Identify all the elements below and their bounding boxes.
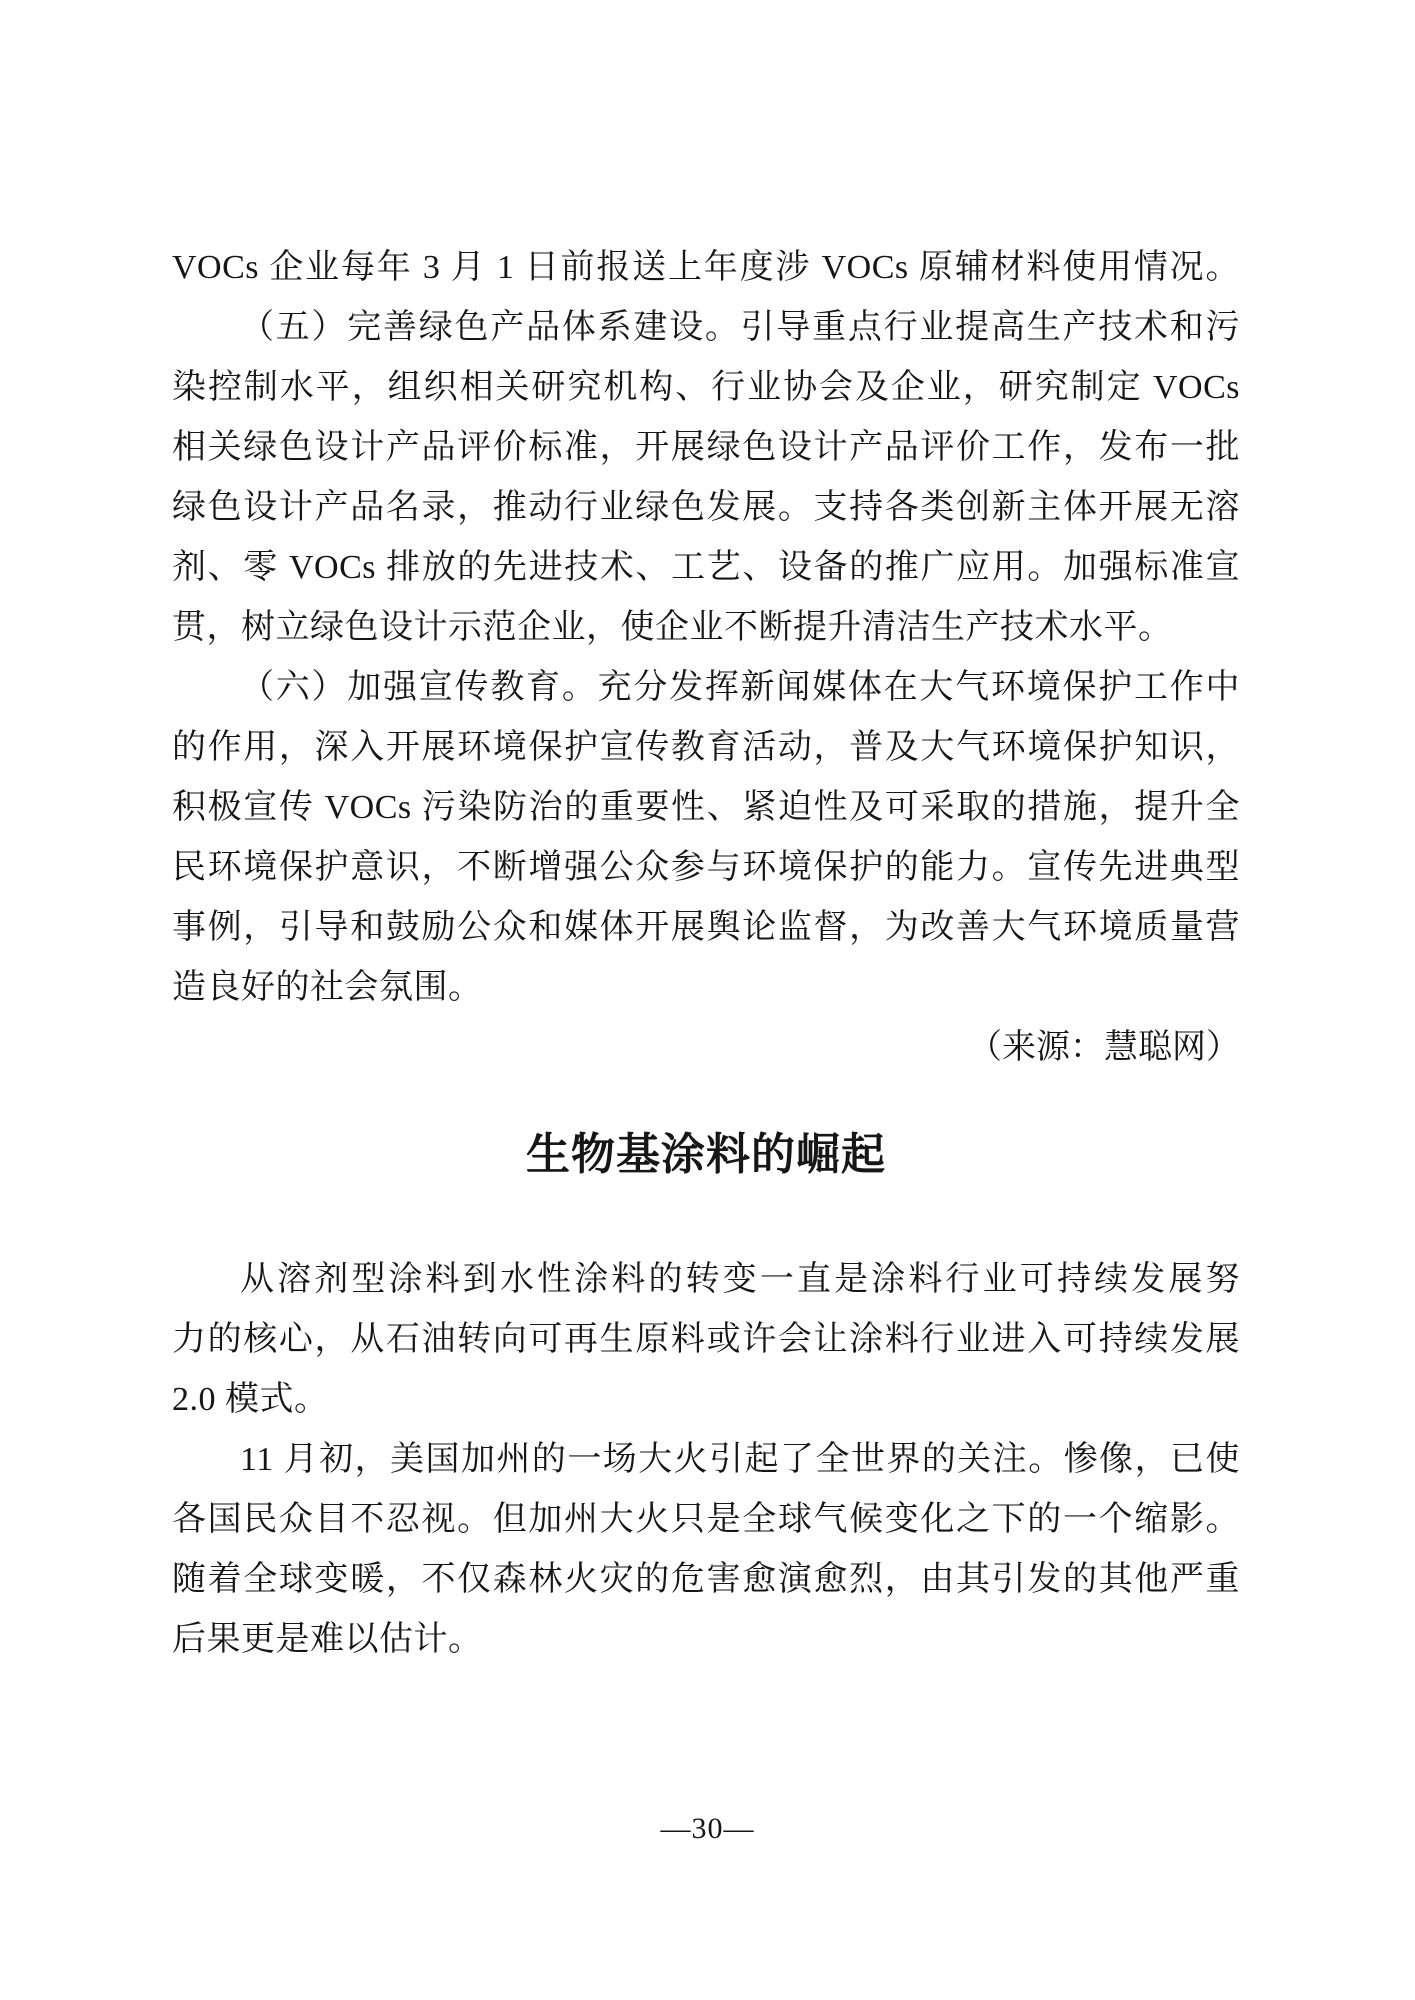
text-line: 相关绿色设计产品评价标准，开展绿色设计产品评价工作，发布一批	[172, 429, 1240, 466]
text-line: 随着全球变暖，不仅森林火灾的危害愈演愈烈，由其引发的其他严重	[172, 1561, 1240, 1598]
text-line: 绿色设计产品名录，推动行业绿色发展。支持各类创新主体开展无溶	[172, 489, 1240, 526]
text-line: 造良好的社会氛围。	[172, 969, 483, 1006]
text-line: （五）完善绿色产品体系建设。引导重点行业提高生产技术和污	[240, 309, 1240, 346]
text-line: 各国民众目不忍视。但加州大火只是全球气候变化之下的一个缩影。	[172, 1501, 1240, 1538]
text-line: （六）加强宣传教育。充分发挥新闻媒体在大气环境保护工作中	[240, 669, 1240, 706]
text-line: 11 月初，美国加州的一场大火引起了全世界的关注。惨像，已使	[240, 1441, 1240, 1478]
source-attribution: （来源：慧聪网）	[968, 1029, 1240, 1066]
text-line: VOCs 企业每年 3 月 1 日前报送上年度涉 VOCs 原辅材料使用情况。	[172, 249, 1240, 286]
text-line: 染控制水平，组织相关研究机构、行业协会及企业，研究制定 VOCs	[172, 369, 1240, 406]
article-title: 生物基涂料的崛起	[526, 1130, 886, 1179]
text-line: 后果更是难以估计。	[172, 1621, 483, 1658]
bio-coatings-article-body	[172, 1250, 1240, 1670]
text-line: 力的核心，从石油转向可再生原料或许会让涂料行业进入可持续发展	[172, 1321, 1240, 1358]
text-line: 民环境保护意识，不断增强公众参与环境保护的能力。宣传先进典型	[172, 849, 1240, 886]
voc-article-continuation	[172, 238, 1240, 1018]
text-line: 积极宣传 VOCs 污染防治的重要性、紧迫性及可采取的措施，提升全	[172, 789, 1240, 826]
text-line: 剂、零 VOCs 排放的先进技术、工艺、设备的推广应用。加强标准宣	[172, 549, 1240, 586]
text-line: 的作用，深入开展环境保护宣传教育活动，普及大气环境保护知识，	[172, 729, 1240, 766]
text-line: 贯，树立绿色设计示范企业，使企业不断提升清洁生产技术水平。	[172, 609, 1173, 646]
text-line: 事例，引导和鼓励公众和媒体开展舆论监督，为改善大气环境质量营	[172, 909, 1240, 946]
text-line: 2.0 模式。	[172, 1381, 329, 1418]
page-number: —30—	[660, 1812, 755, 1845]
text-line: 从溶剂型涂料到水性涂料的转变一直是涂料行业可持续发展努	[240, 1261, 1240, 1298]
text-column	[172, 238, 1240, 1670]
